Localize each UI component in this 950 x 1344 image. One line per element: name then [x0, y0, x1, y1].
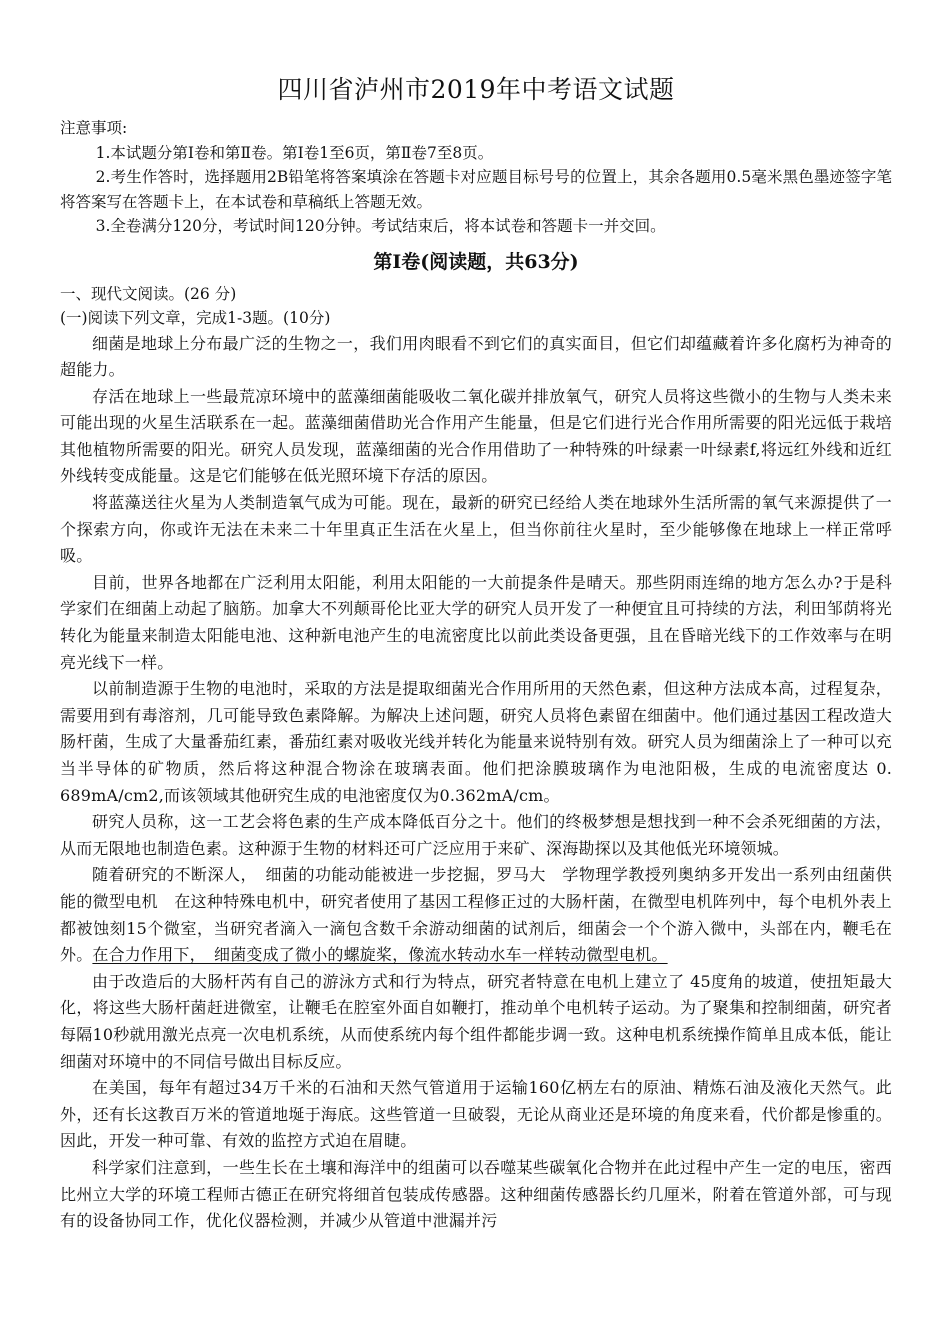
notice-label: 注意事项: [60, 119, 128, 137]
article-paragraph: 研究人员称，这一工艺会将色素的生产成本降低百分之十。他们的终极梦想是想找到一种不会杀死细菌的方法，从而无限地也制造色素。这种源于生物的材料还可广泛应用于来矿、深海勘探以及其他低光环境领城。 [60, 812, 892, 858]
article-paragraph-motor [60, 862, 892, 968]
article [60, 331, 892, 1235]
part-heading: 一、现代文阅读。(26 分) [60, 284, 237, 303]
section-title: 第Ⅰ卷(阅读题，共63分) [373, 250, 579, 273]
article-paragraph: 将蓝藻送往火星为人类制造氧气成为可能。现在，最新的研究已经给人类在地球外生活所需的氧气来源提供了一个探索方向，你或许无法在未来二十年里真正生活在火星上，但当你前往火星时，至少能够像在地球上一样正常呼吸。 [60, 493, 892, 566]
notice-item: 3.全卷满分120分，考试时间120分钟。考试结束后，将本试卷和答题卡一并交回。 [95, 217, 666, 235]
exam-page [60, 70, 892, 1235]
article-paragraph: 由于改造后的大肠杆芮有自己的游泳方式和行为特点，研究者特意在电机上建立了 45度角的坡道，使扭矩最大化，将这些大肠杆菌赶进微室，让鞭毛在腔室外面自如鞭打，推动单个电机转子运动。为了聚集和控制细菌，研究者每隔10秒就用激光点亮一次电机系统，从而使系统内每个组件都能步调一致。这种电机系统操作简单且成本低，能让细菌对环境中的不同信号做出目标反应。 [60, 971, 892, 1071]
article-paragraph: 细菌是地球上分布最广泛的生物之一，我们用肉眼看不到它们的真实面目，但它们却蕴藏着许多化腐朽为神奇的超能力。 [60, 333, 892, 380]
article-paragraph: 存活在地球上一些最荒凉环境中的蓝藻细菌能吸收二氧化碳并排放氧气，研究人员将这些微小的生物与人类未来可能出现的火星生活联系在一起。蓝藻细菌借助光合作用产生能量，但是它们进行光合作用所需要的阳光远低于栽培其他植物所需要的阳光。研究人员发现，蓝藻细菌的光合作用借助了一种特殊的叶绿素一叶绿素f,将远红外线和近红外线转变成能量。这是它们能够在低光照环境下存活的原因。 [60, 386, 892, 486]
article-paragraph: 在美国，每年有超过34万千米的石油和天然气管道用于运输160亿柄左右的原油、精炼石油及液化天然气。此外，还有长这教百万米的管道地埏于海底。这些管道一旦破裂，无论从商业还是环境的角度来看，代价都是惨重的。因此，开发一种可靠、有效的监控方式迫在眉睫。 [60, 1078, 892, 1151]
subpart-heading: (一)阅读下列文章，完成1-3题。(10分) [60, 309, 331, 327]
notice-block [60, 116, 892, 239]
article-paragraph: 以前制造源于生物的电池时，采取的方法是提取细菌光合作用所用的天然色素，但这种方法成本高，过程复杂，需要用到有毒溶剂，几可能导致色素降解。为解决上述问题，研究人员将色素留在细菌中。他们通过基因工程改造大肠杆菌，生成了大量番茄红素，番茄红素对吸收光线并转化为能量来说特别有效。研究人员为细菌涂上了一种可以充当半导体的矿物质，然后将这种混合物涂在玻璃表面。他们把涂膜玻璃作为电池阳极，生成的电流密度达 0. 689mA/cm2,而该领域其他研究生成的电池密度仅为0.362mA/cm。 [60, 679, 892, 805]
motor-text: 随着研究的不断深人， 细菌的功能动能被进一步挖掘，罗马大 学物理学教授列奥纳多开发出一系列由纽菌供能的微型电机 在这种特殊电机中，研究者使用了基因工程修正过的大肠杆菌，在微型电机阵列中，每个电机外表上都被蚀刻15个微室，当研究者滴入一滴包含数千余游动细菌的试剂后，细菌会一个个游入微中，头部在内，鞭毛在外。 [60, 865, 892, 965]
notice-item: 1.本试题分第Ⅰ卷和第Ⅱ卷。第Ⅰ卷1至6页，第Ⅱ卷7至8页。 [95, 143, 494, 162]
page-title: 四川省泸州市2019年中考语文试题 [277, 75, 675, 104]
article-paragraph: 科学家们注意到，一些生长在土壤和海洋中的组菌可以吞噬某些碳氧化合物并在此过程中产生一定的电压，密西比州立大学的环境工程师古德正在研究将细首包装成传感器。这种细菌传感器长约几厘米，附着在管道外部，可与现有的设备协同工作，优化仪器检测，并减少从管道中泄漏并污 [60, 1157, 892, 1231]
notice-item: 2.考生作答时，选择题用2B铅笔将答案填涂在答题卡对应题目标号号的位置上，其余各题用0.5毫米黑色墨迹签字笔将答案写在答题卡上，在本试卷和草稿纸上答题无效。 [60, 168, 892, 211]
underlined-sentence: 在合力作用下， 细菌变成了微小的螺旋桨，像流水转动水车一样转动微型电机。 [92, 945, 668, 965]
article-paragraph: 目前，世界各地都在广泛利用太阳能，利用太阳能的一大前提条件是晴天。那些阴雨连绵的地方怎么办?于是科学家们在细菌上动起了脑筋。加拿大不列颠哥伦比亚大学的研究人员开发了一种便宜且可持续的方法，利田邹荫将光转化为能量来制造太阳能电池、这种新电池产生的电流密度比以前此类设备更强，且在昏暗光线下的工作效率与在明亮光线下一样。 [60, 572, 892, 672]
